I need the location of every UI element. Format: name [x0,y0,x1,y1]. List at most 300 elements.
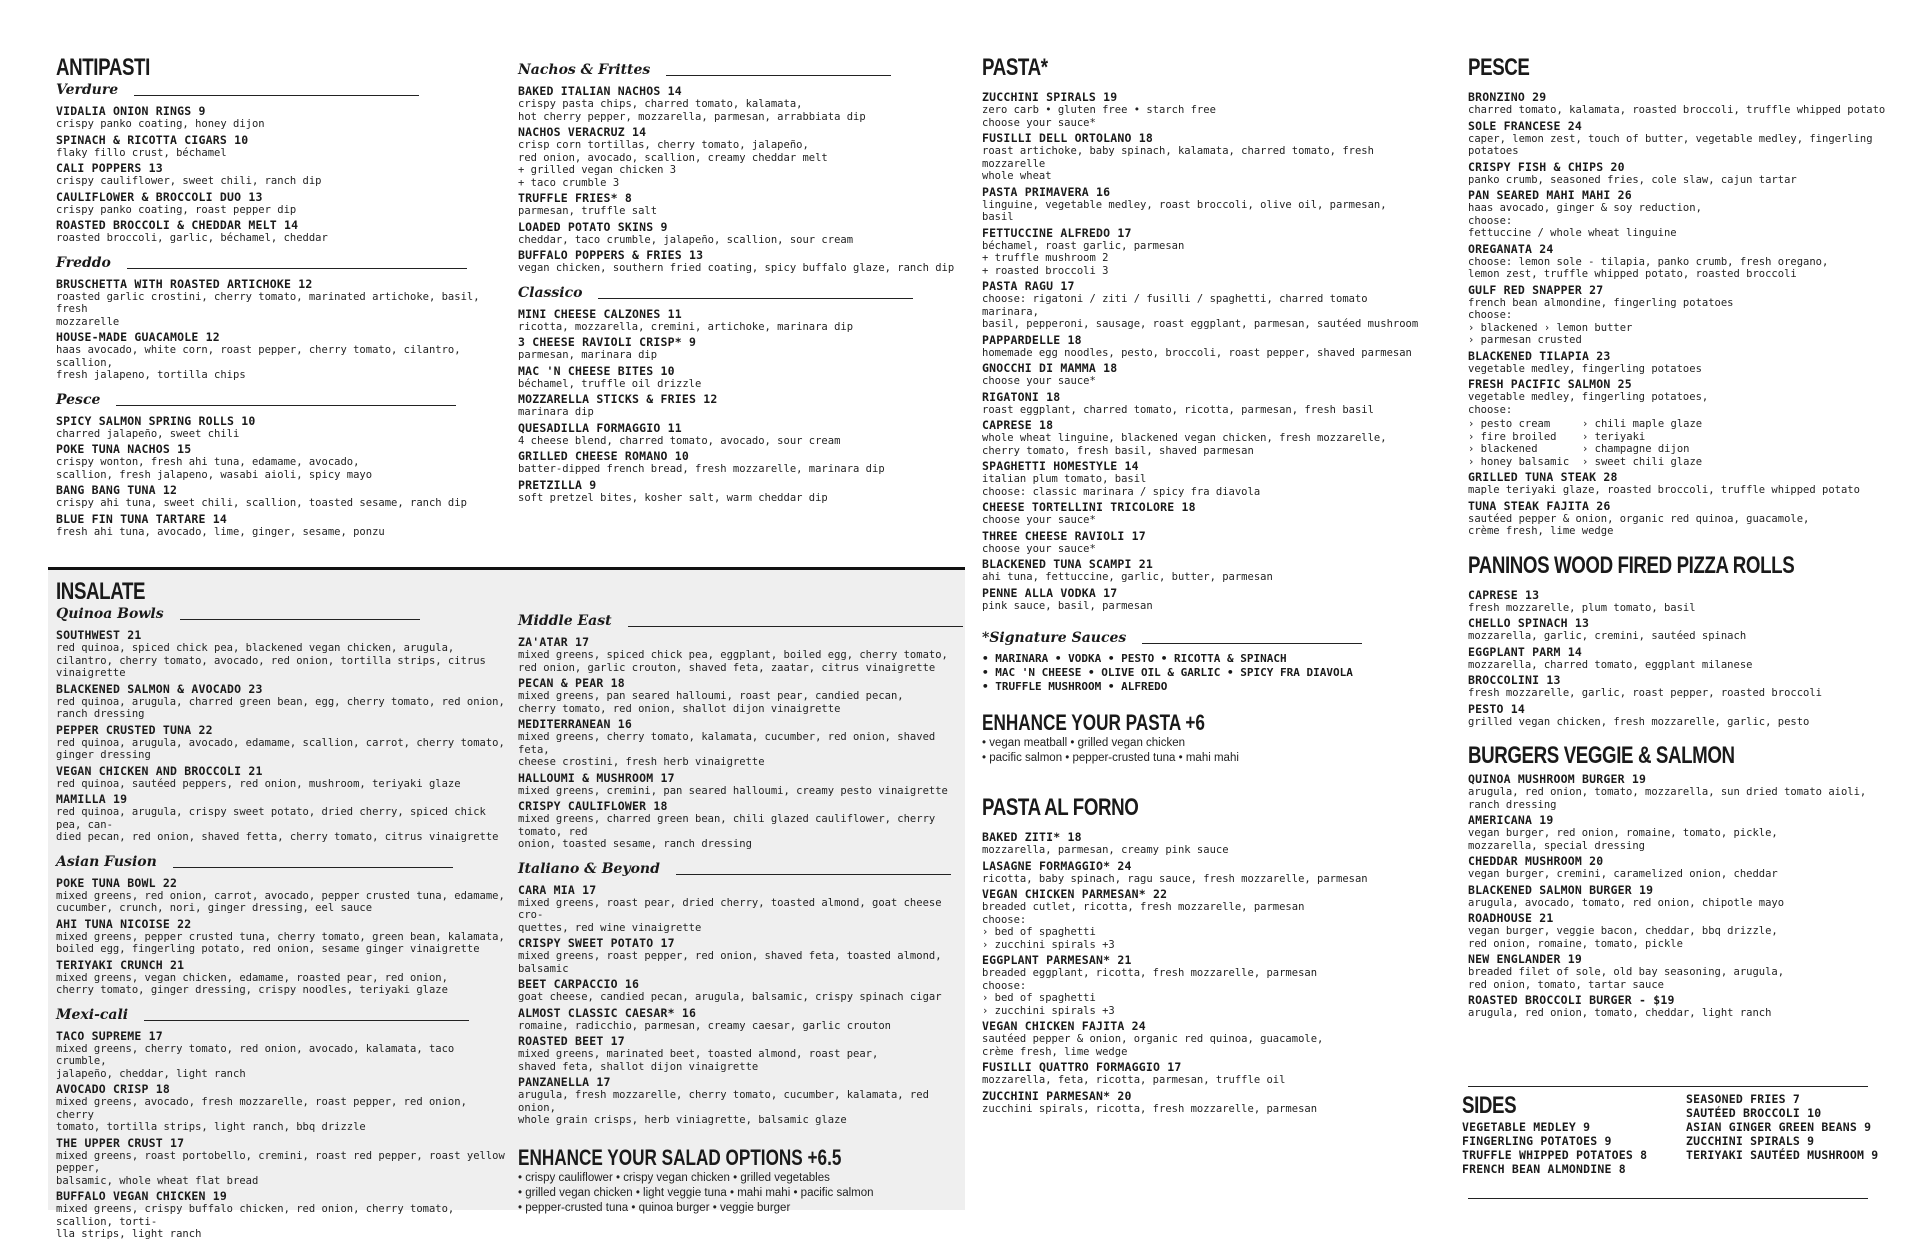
sides-right-list [1686,1092,1878,1176]
menu-item-name: MOZZARELLA STICKS & FRIES 12 [518,392,718,406]
menu-item-description: mixed greens, pepper crusted tuna, cherry tomato, green bean, kalamata, [56,930,505,943]
menu-item-description: fettuccine / whole wheat linguine [1468,227,1677,239]
menu-item-description: mixed greens, charred green bean, chili glazed cauliflower, cherry tomato, red [518,813,936,838]
sides-title: SIDES [1462,1092,1517,1119]
insalate-more-section [518,603,963,1216]
menu-item-description: crispy panko coating, honey dijon [56,118,265,130]
salmon-choices-left [1468,418,1582,468]
insalate-title: INSALATE [56,578,146,605]
menu-item [1468,911,1888,950]
menu-item-description: ginger dressing [56,749,151,761]
salmon-choice: › chili maple glaze [1582,418,1703,430]
menu-item-description: pink sauce, basil, parmesan [982,599,1153,612]
menu-item-name: BUFFALO POPPERS & FRIES 13 [518,248,704,262]
menu-item-description: mixed greens, marinated beet, toasted almond, roast pear, [518,1048,879,1060]
menu-item-name: HOUSE-MADE GUACAMOLE 12 [56,330,220,344]
menu-item [56,161,496,188]
menu-item [982,279,1422,331]
menu-item-description: ricotta, baby spinach, ragu sauce, fresh mozzarelle, parmesan [982,872,1368,885]
menu-item-description: cheese crostini, fresh herb vinaigrette [518,756,765,768]
side-item: TERIYAKI SAUTÉED MUSHROOM 9 [1686,1148,1879,1162]
enhance-pasta-line: • vegan meatball • grilled vegan chicken [982,737,1186,749]
menu-item-description: mixed greens, cherry tomato, red onion, avocado, kalamata, taco crumble, [56,1042,455,1067]
menu-item-name: ROADHOUSE 21 [1468,911,1554,925]
menu-item [1468,349,1888,376]
antipasti-more-section [518,52,958,506]
menu-item-description: mixed greens, spiced chick pea, eggplant, boiled egg, cherry tomato, [518,649,948,661]
subsection-heading [56,82,496,98]
menu-item-name: SPICY SALMON SPRING ROLLS 10 [56,413,256,428]
menu-item [56,1082,506,1134]
salmon-choice: › pesto cream [1468,418,1551,430]
subsection-rule [628,626,963,627]
menu-item-name: EGGPLANT PARM 14 [1468,644,1582,659]
menu-item-description: fresh ahi tuna, avocado, lime, ginger, sesame, ponzu [56,525,385,538]
menu-item-description: charred tomato, kalamata, roasted broccoli, truffle whipped potato [1468,104,1886,116]
menu-item [1468,470,1888,497]
menu-item-name: MINI CHEESE CALZONES 11 [518,306,682,321]
menu-item-name: BUFFALO VEGAN CHICKEN 19 [56,1189,227,1203]
menu-item-description: choose: lemon sole - tilapia, panko crumb, fresh oregano, [1468,255,1829,268]
menu-item-name: THREE CHEESE RAVIOLI 17 [982,528,1146,543]
menu-item-description: mixed greens, cherry tomato, kalamata, cucumber, red onion, shaved feta, [518,731,936,756]
subsection-heading [56,854,506,870]
sauces-label: *Signature Sauces [982,630,1127,646]
pesce-section [1468,54,1888,1022]
menu-item [982,500,1422,527]
menu-item-description: whole wheat linguine, blackened vegan chicken, fresh mozzarelle, [982,432,1387,444]
menu-item-description: cherry tomato, red onion, shallot dijon vinaigrette [518,702,841,715]
menu-item-name: LOADED POTATO SKINS 9 [518,219,668,234]
menu-item-name: PECAN & PEAR 18 [518,676,625,690]
menu-item-name: VEGAN CHICKEN AND BROCCOLI 21 [56,763,263,778]
menu-item [1468,772,1888,811]
sauce-line: • TRUFFLE MUSHROOM • ALFREDO [982,680,1168,693]
menu-item [518,717,963,769]
enhance-pasta-options [982,736,1422,766]
menu-item-name: BLACKENED TUNA SCAMPI 21 [982,557,1153,571]
menu-item [982,390,1422,417]
menu-item-name: CRISPY FISH & CHIPS 20 [1468,159,1625,174]
salmon-choices [1468,418,1888,468]
menu-item-description: shaved feta, shallot dijon vinaigrette [518,1060,759,1073]
menu-item-description: died pecan, red onion, shaved fetta, cherry tomato, citrus vinaigrette [56,831,499,843]
insalate-groups [56,606,506,1241]
sides-left-list [1462,1120,1686,1176]
menu-item-name: ROASTED BROCCOLI BURGER - $19 [1468,993,1675,1007]
menu-item-description: choose your sauce* [982,542,1096,555]
menu-item-name: RIGATONI 18 [982,389,1061,404]
menu-item-description: parmesan, truffle salt [518,205,658,217]
subsection-label: Asian Fusion [56,853,157,870]
menu-item [1468,283,1888,347]
paninos-title: PANINOS WOOD FIRED PIZZA ROLLS [1468,551,1795,579]
menu-item-name: CALI POPPERS 13 [56,161,163,175]
menu-item-description: cucumber, crunch, nori, ginger dressing, eel sauce [56,902,373,914]
menu-item-description: choose: [982,979,1027,992]
menu-item-description: flaky fillo crust, béchamel [56,146,227,159]
salmon-choice: › fire broiled [1468,430,1557,443]
menu-item-description: mixed greens, pan seared halloumi, roast pear, candied pecan, [518,690,904,702]
menu-item-name: ROASTED BROCCOLI & CHEDDAR MELT 14 [56,218,299,232]
burgers-section [1468,742,1888,1020]
menu-item-name: PASTA RAGU 17 [982,279,1075,293]
menu-item-description: grilled vegan chicken, fresh mozzarelle, garlic, pesto [1468,715,1810,728]
menu-item-name: BAKED ITALIAN NACHOS 14 [518,84,682,98]
menu-item-description: arugula, avocado, tomato, red onion, chipotle mayo [1468,896,1785,909]
enhance-salad-line: • pepper-crusted tuna • quinoa burger • veggie burger [518,1201,791,1214]
subsection-heading [518,62,958,78]
menu-item [56,958,506,997]
menu-item [56,104,496,131]
menu-item-name: TRUFFLE FRIES* 8 [518,191,632,205]
side-item: FRENCH BEAN ALMONDINE 8 [1462,1162,1626,1176]
menu-item-description: zucchini spirals, ricotta, fresh mozzarelle, parmesan [982,1102,1318,1115]
menu-item-name: PASTA PRIMAVERA 16 [982,184,1111,199]
menu-item [56,876,506,915]
menu-item-description: sautéed pepper & onion, organic red quinoa, guacamole, [1468,512,1810,525]
menu-item-name: ZA'ATAR 17 [518,635,590,649]
menu-item-name: SPAGHETTI HOMESTYLE 14 [982,459,1139,473]
menu-item [518,449,958,476]
pesce-items-more [1468,470,1888,538]
menu-item-name: HALLOUMI & MUSHROOM 17 [518,770,675,785]
menu-item-description: caper, lemon zest, touch of butter, vegetable medley, fingerling potatoes [1468,132,1873,157]
menu-item-description: mozzarella, garlic, cremini, sautéed spinach [1468,630,1747,642]
menu-item-name: FUSILLI QUATTRO FORMAGGIO 17 [982,1060,1182,1074]
menu-item-description: arugula, fresh mozzarelle, cherry tomato, cucumber, kalamata, red onion, [518,1089,929,1114]
menu-item [56,764,506,791]
subsection-rule [598,298,913,299]
menu-item-name: BLUE FIN TUNA TARTARE 14 [56,511,227,526]
menu-item-description: choose: [982,913,1027,926]
menu-item-name: VIDALIA ONION RINGS 9 [56,104,206,118]
menu-item-name: CRISPY CAULIFLOWER 18 [518,799,668,813]
menu-item-name: BROCCOLINI 13 [1468,673,1561,687]
menu-item-name: ALMOST CLASSIC CAESAR* 16 [518,1005,697,1020]
menu-item-name: FRESH PACIFIC SALMON 25 [1468,377,1632,391]
menu-item-description: crème fresh, lime wedge [1468,525,1614,537]
menu-item-description: vegan burger, red onion, romaine, tomato, pickle, [1468,827,1778,839]
enhance-salad-line: • grilled vegan chicken • light veggie tuna • mahi mahi • pacific salmon [518,1186,874,1199]
menu-item-description: ricotta, mozzarella, cremini, artichoke, marinara dip [518,320,854,333]
menu-item-description: red quinoa, arugula, charred green bean, egg, cherry tomato, red onion, [56,695,505,708]
subsection-label: Classico [518,284,583,301]
menu-item-description: › bed of spaghetti [982,992,1096,1004]
subsection-rule [180,619,420,620]
menu-item-description: balsamic, whole wheat flat bread [56,1174,259,1187]
menu-item-name: BRONZINO 29 [1468,90,1547,104]
menu-item-name: PEPPER CRUSTED TUNA 22 [56,722,213,737]
menu-item-name: MAC 'N CHEESE BITES 10 [518,363,675,378]
menu-item-name: FUSILLI DELL ORTOLANO 18 [982,131,1153,145]
menu-item-description: choose: rigatoni / ziti / fusilli / spaghetti, charred tomato marinara, [982,293,1368,318]
menu-item [56,414,496,441]
salmon-choice: › teriyaki [1582,430,1646,443]
menu-item-name: VEGAN CHICKEN PARMESAN* 22 [982,887,1168,901]
menu-item-description: choose: classic marinara / spicy fra diavola [982,485,1261,498]
menu-item [518,248,958,275]
menu-item [982,887,1422,951]
menu-item [518,335,958,362]
menu-item-description: hot cherry pepper, mozzarella, parmesan, arrabbiata dip [518,110,866,123]
menu-item [982,131,1422,183]
menu-item-description: ranch dressing [56,708,145,720]
menu-item-description: cheddar, taco crumble, jalapeño, scallion, sour cream [518,233,854,246]
menu-item [1468,854,1888,881]
menu-item [518,977,963,1004]
menu-item-name: GNOCCHI DI MAMMA 18 [982,361,1118,375]
enhance-pasta [982,710,1422,766]
menu-item [518,1034,963,1073]
menu-item-description: choose your sauce* [982,116,1096,129]
menu-item [1468,377,1888,416]
pasta-title: PASTA* [982,54,1048,81]
menu-item [982,333,1422,360]
menu-item-description: roasted broccoli, garlic, béchamel, cheddar [56,232,328,244]
menu-item-description: red onion, garlic crouton, shaved feta, zaatar, citrus vinaigrette [518,661,936,674]
side-item: FINGERLING POTATOES 9 [1462,1134,1612,1148]
forno-section [982,794,1422,1115]
menu-item-description: mozzarella, feta, ricotta, parmesan, truffle oil [982,1074,1286,1086]
menu-item-description: tomato, tortilla strips, light ranch, bbq drizzle [56,1121,366,1133]
menu-item-description: fresh mozzarelle, garlic, roast pepper, roasted broccoli [1468,687,1823,699]
menu-item-description: mozzarella, special dressing [1468,839,1646,852]
salmon-choice: › sweet chili glaze [1582,455,1703,468]
subsection-label: Pesce [56,391,101,408]
menu-item-description: › zucchini spirals +3 [982,938,1115,951]
menu-item-name: BLACKENED SALMON BURGER 19 [1468,882,1654,897]
menu-item [56,1136,506,1188]
enhance-pasta-line: • pacific salmon • pepper-crusted tuna • mahi mahi [982,752,1239,764]
menu-item-name: ROASTED BEET 17 [518,1034,625,1048]
menu-item-description: breaded eggplant, ricotta, fresh mozzarelle, parmesan [982,967,1318,979]
menu-item [56,792,506,844]
menu-item-description: + taco crumble 3 [518,176,620,189]
menu-item [1468,952,1888,991]
menu-item [518,799,963,851]
menu-item-description: choose: [1468,403,1513,416]
menu-item [982,1019,1422,1058]
menu-item-description: › blackened › lemon butter [1468,321,1633,334]
menu-item-description: › bed of spaghetti [982,926,1096,938]
menu-item [1468,616,1888,643]
menu-item-description: crispy cauliflower, sweet chili, ranch dip [56,175,322,187]
menu-item-name: CAPRESE 18 [982,418,1054,432]
salmon-choice: › blackened [1468,443,1538,455]
menu-item [56,133,496,160]
menu-item-description: red onion, tomato, tartar sauce [1468,978,1664,991]
menu-item [1468,90,1888,117]
menu-item [982,418,1422,457]
menu-item [56,218,496,245]
menu-item-name: QUESADILLA FORMAGGIO 11 [518,420,682,435]
menu-item [56,442,496,481]
menu-item-description: ranch dressing [1468,798,1557,811]
menu-item [982,226,1422,278]
menu-item-description: whole grain crisps, herb viniagrette, balsamic glaze [518,1114,847,1126]
menu-item [56,1029,506,1081]
menu-item-name: TACO SUPREME 17 [56,1028,163,1043]
menu-item-description: béchamel, truffle oil drizzle [518,377,702,390]
menu-item [56,723,506,762]
menu-item-name: BANG BANG TUNA 12 [56,483,178,497]
pasta-items [982,90,1422,612]
menu-item-name: SPINACH & RICOTTA CIGARS 10 [56,132,249,147]
menu-item-description: goat cheese, candied pecan, arugula, balsamic, crispy spinach cigar [518,991,942,1003]
menu-item-description: crispy wonton, fresh ahi tuna, edamame, avocado, [56,456,360,468]
enhance-pasta-title: ENHANCE YOUR PASTA +6 [982,710,1205,735]
menu-item-description: roast artichoke, baby spinach, kalamata, charred tomato, fresh mozzarelle [982,145,1374,170]
menu-item-description: roast eggplant, charred tomato, ricotta, parmesan, fresh basil [982,403,1374,416]
subsection-heading [518,285,958,301]
subsection-label: Italiano & Beyond [518,860,660,877]
menu-item-description: mozzarella, parmesan, creamy pink sauce [982,844,1229,856]
menu-item-description: mixed greens, vegan chicken, edamame, roasted pear, red onion, [56,971,448,984]
menu-item-description: fresh mozzarelle, plum tomato, basil [1468,601,1696,614]
menu-item [518,392,958,419]
menu-item-description: choose: [1468,214,1513,227]
side-item: SAUTÉED BROCCOLI 10 [1686,1106,1822,1120]
forno-title: PASTA AL FORNO [982,794,1139,821]
menu-item [518,1006,963,1033]
menu-item [982,557,1422,584]
menu-item [1468,673,1888,700]
menu-item-name: LASAGNE FORMAGGIO* 24 [982,858,1132,873]
menu-item-name: GRILLED CHEESE ROMANO 10 [518,449,689,463]
subsection-heading [56,255,496,271]
menu-item-description: red onion, avocado, scallion, creamy cheddar melt [518,151,828,164]
menu-item-name: BLACKENED TILAPIA 23 [1468,348,1611,363]
menu-item-name: BRUSCHETTA WITH ROASTED ARTICHOKE 12 [56,276,313,291]
menu-item [518,84,958,123]
salmon-choices-right [1582,418,1702,468]
enhance-salad [518,1145,963,1216]
forno-items [982,830,1422,1115]
sauce-line: • MARINARA • VODKA • PESTO • RICOTTA & SPINACH [982,652,1287,665]
menu-item-name: CHEDDAR MUSHROOM 20 [1468,854,1604,868]
menu-item [518,478,958,505]
menu-item-name: AVOCADO CRISP 18 [56,1082,170,1096]
salmon-choice: › champagne dijon [1582,443,1690,455]
burgers-title: BURGERS VEGGIE & SALMON [1468,742,1735,769]
menu-item [1468,645,1888,672]
menu-item [982,953,1422,1017]
subsection-rule [144,1020,469,1021]
menu-item-description: homemade egg noodles, pesto, broccoli, roast pepper, shaved parmesan [982,346,1412,359]
subsection-heading [56,1007,506,1023]
menu-item [56,628,506,680]
subsection-rule [676,874,951,875]
menu-item-description: red onion, romaine, tomato, pickle [1468,937,1683,950]
menu-item-name: QUINOA MUSHROOM BURGER 19 [1468,772,1647,786]
menu-item-description: whole wheat [982,170,1052,182]
menu-item [56,917,506,956]
menu-item-description: › parmesan crusted [1468,334,1582,346]
menu-item-description: choose your sauce* [982,375,1096,387]
enhance-salad-options [518,1171,963,1216]
menu-item [518,421,958,448]
menu-item-description: mozzarelle [56,315,120,328]
menu-item-description: vegan burger, cremini, caramelized onion, cheddar [1468,868,1778,880]
menu-item [1468,119,1888,158]
menu-item-description: crisp corn tortillas, cherry tomato, jalapeño, [518,139,809,151]
menu-item-name: CAULIFLOWER & BROCCOLI DUO 13 [56,189,263,204]
menu-item-description: arugula, red onion, tomato, mozzarella, sun dried tomato aioli, [1468,786,1867,798]
menu-item-description: mixed greens, cremini, pan seared halloumi, creamy pesto vinaigrette [518,784,948,797]
menu-item-description: mixed greens, avocado, fresh mozzarelle, roast pepper, red onion, cherry [56,1096,467,1121]
menu-item-name: AMERICANA 19 [1468,813,1554,827]
menu-item-description: onion, toasted sesame, ranch dressing [518,838,752,850]
sides-bottom-rule [1468,1198,1868,1199]
menu-item-description: breaded filet of sole, old bay seasoning, arugula, [1468,966,1785,978]
menu-item-name: EGGPLANT PARMESAN* 21 [982,953,1132,967]
menu-item [56,277,496,329]
menu-item [982,90,1422,129]
sauces-rule [1142,643,1362,644]
menu-item-description: choose: [1468,309,1513,321]
insalate-section [56,578,506,1243]
menu-item-description: mixed greens, roast portobello, cremini, roast red pepper, roast yellow pepper, [56,1149,505,1174]
menu-item-description: maple teriyaki glaze, roasted broccoli, truffle whipped potato [1468,484,1860,496]
menu-item-description: ahi tuna, fettuccine, garlic, butter, parmesan [982,571,1273,583]
menu-item-name: CAPRESE 13 [1468,587,1540,602]
subsection-heading [56,606,506,622]
menu-item-description: red quinoa, arugula, avocado, edamame, scallion, carrot, cherry tomato, [56,736,505,749]
menu-item-name: POKE TUNA BOWL 22 [56,875,178,890]
menu-item [518,125,958,189]
menu-item [982,185,1422,224]
sauces-subheading [982,630,1422,646]
menu-item-name: PAN SEARED MAHI MAHI 26 [1468,188,1632,202]
menu-item-name: SOUTHWEST 21 [56,628,142,642]
subsection-heading [56,392,496,408]
subsection-label: Quinoa Bowls [56,606,164,622]
menu-item [982,586,1422,613]
menu-item [1468,702,1888,729]
menu-item-name: CARA MIA 17 [518,882,597,897]
menu-item [982,459,1422,498]
menu-item [518,364,958,391]
menu-item [56,1189,506,1241]
antipasti-more-groups [518,62,958,504]
menu-item-name: ZUCCHINI SPIRALS 19 [982,90,1118,104]
menu-item-description: haas avocado, white corn, roast pepper, cherry tomato, cilantro, scallion, [56,344,461,369]
menu-item-name: NEW ENGLANDER 19 [1468,952,1582,966]
pesce-title: PESCE [1468,54,1530,81]
menu-item-description: crème fresh, lime wedge [982,1045,1128,1058]
menu-item-description: crispy ahi tuna, sweet chili, scallion, toasted sesame, ranch dip [56,497,467,509]
menu-item-description: arugula, red onion, tomato, cheddar, light ranch [1468,1007,1772,1019]
menu-item [982,529,1422,556]
menu-item-description: jalapeño, cheddar, light ranch [56,1067,246,1080]
menu-item-description: marinara dip [518,406,594,418]
menu-item-description: charred jalapeño, sweet chili [56,427,240,440]
menu-item-description: red quinoa, arugula, crispy sweet potato, dried cherry, spiced chick pea, can- [56,806,486,831]
menu-item-description: french bean almondine, fingerling potatoes [1468,296,1734,309]
menu-item-description: panko crumb, seasoned fries, cole slaw, cajun tartar [1468,173,1797,186]
menu-item [982,1060,1422,1087]
side-item: VEGETABLE MEDLEY 9 [1462,1120,1591,1134]
menu-item [1468,242,1888,281]
menu-item-description: vegetable medley, fingerling potatoes [1468,362,1702,375]
enhance-salad-title: ENHANCE YOUR SALAD OPTIONS +6.5 [518,1144,842,1170]
burgers-items [1468,772,1888,1020]
subsection-rule [116,405,456,406]
menu-item-name: MEDITERRANEAN 16 [518,717,632,731]
menu-item [982,1089,1422,1116]
menu-item [56,512,496,539]
